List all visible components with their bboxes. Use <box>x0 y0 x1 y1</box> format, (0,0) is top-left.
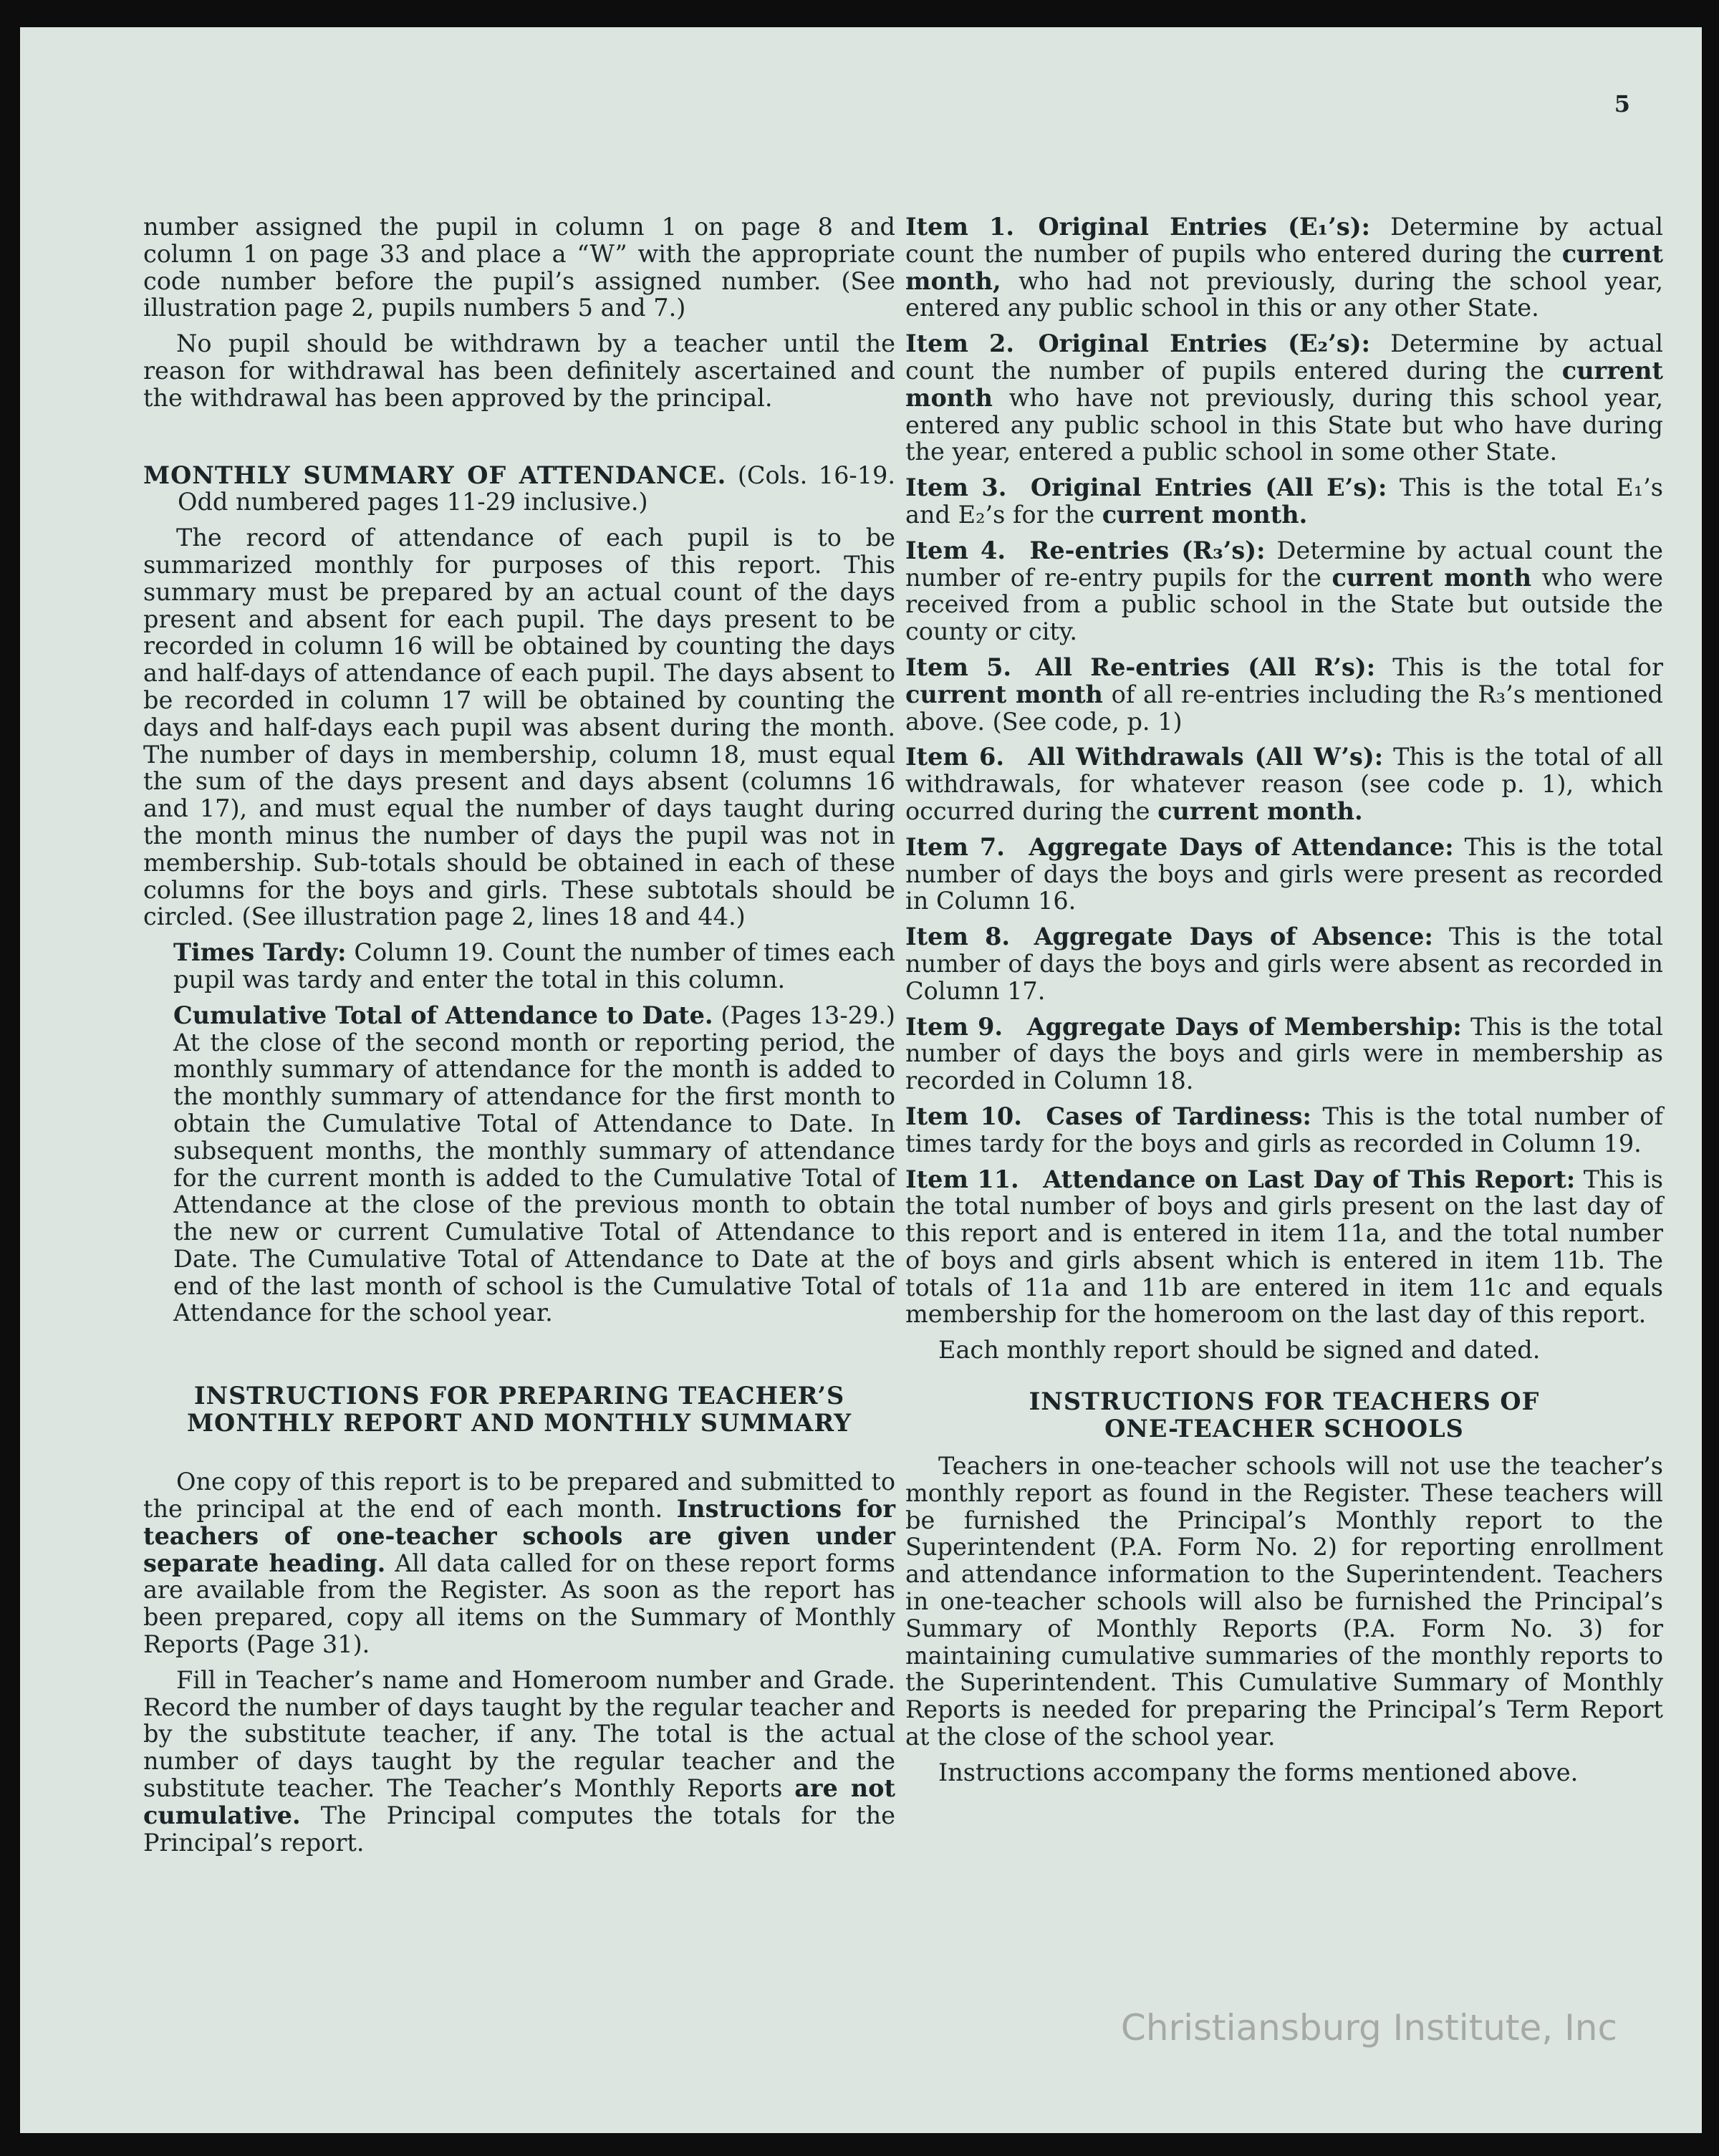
withdrawal-paragraph: number assigned the pupil in column 1 on page 8 and column 1 on page 33 and place a “W” with the appropriate code number before the pupil’s assigned number. (See illustration page 2, pupils numbers 5 and 7.) <box>143 213 895 322</box>
monthly-summary-note: (Cols. 16-19. Odd numbered pages 11-29 inclusive.) <box>178 461 896 516</box>
item-paragraph <box>905 834 1663 915</box>
one-teacher-heading <box>905 1388 1663 1443</box>
item-label: Item 2. <box>905 329 1014 358</box>
item-text: This is the total for <box>1392 653 1663 681</box>
item-title: Original Entries (E₁’s): <box>1038 213 1370 241</box>
item-text-after: who were received from a public school in the State but outside the county or city. <box>905 563 1663 646</box>
item-paragraph <box>905 743 1663 824</box>
item-text-bold: current month, <box>905 239 1663 295</box>
accompany-paragraph: Instructions accompany the forms mentioned above. <box>938 1758 1579 1786</box>
item-label: Item 3. <box>905 473 1007 502</box>
item-label: Item 7. <box>905 832 1005 861</box>
item-text: This is the total number of boys and girls present on the last day of this report and is entered in item 11a, and the total number of boys and girls absent which is entered in item 11b. The totals of 11a and 11b are entered in item 11c and equals membership for the homeroom on the last day of this report. <box>905 1165 1663 1329</box>
item-paragraph <box>905 330 1663 466</box>
item-label: Item 6. <box>905 743 1004 771</box>
item-paragraph <box>905 1103 1663 1158</box>
teacher-name-text-c: The Principal computes the totals for the Principal’s report. <box>143 1801 896 1857</box>
item-title: Re-entries (R₃’s): <box>1029 536 1266 564</box>
item-title: Aggregate Days of Absence: <box>1034 923 1433 951</box>
item-paragraph <box>905 1014 1663 1094</box>
instructions-heading <box>143 1382 895 1437</box>
item-title: All Re-entries (All R’s): <box>1035 653 1376 681</box>
item-text: This is the total E₁’s and E₂’s for the <box>905 473 1663 529</box>
times-tardy-paragraph <box>173 939 895 993</box>
item-text: This is the total number of days the boys and girls were present as recorded in Column 16. <box>905 832 1664 915</box>
watermark: Christiansburg Institute, Inc <box>1120 2007 1617 2049</box>
times-tardy-text: Column 19. Count the number of times each pupil was tardy and enter the total in this column. <box>173 938 896 993</box>
times-tardy-label: Times Tardy: <box>173 938 347 967</box>
cumulative-total-label: Cumulative Total of Attendance to Date. <box>173 1001 713 1029</box>
item-label: Item 8. <box>905 923 1011 951</box>
item-text: Determine by actual count the number of pupils entered during the <box>905 329 1663 385</box>
teacher-name-paragraph <box>143 1667 895 1857</box>
report-copy-paragraph <box>143 1468 895 1658</box>
one-teacher-heading-line-2: ONE-TEACHER SCHOOLS <box>1104 1415 1464 1443</box>
item-text-bold: current month <box>905 356 1663 412</box>
item-text-after: who had not previously, during the school year, entered any public school in this or any other State. <box>905 266 1663 322</box>
item-label: Item 5. <box>905 653 1012 681</box>
item-label: Item 11. <box>905 1165 1019 1193</box>
report-copy-text-a: One copy of this report is to be prepared and submitted to the principal at the end of each month. <box>143 1468 895 1524</box>
item-text: This is the total number of days the boys and girls were absent as recorded in Column 17. <box>905 923 1663 1005</box>
item-text-bold: current month. <box>1102 500 1308 529</box>
monthly-summary-title: MONTHLY SUMMARY OF ATTENDANCE. <box>143 461 727 489</box>
item-text-bold: current month <box>905 680 1103 708</box>
cumulative-total-text: (Pages 13-29.) At the close of the second month or reporting period, the monthly summary of attendance for the month is added to the monthly summary of attendance for the first month to obtain the Cumulative Total of Attendance to Date. In subsequent months, the monthly summary of attendance for the current month is added to the Cumulative Total of Attendance at the close of the previous month to obtain the new or current Cumulative Total of Attendance to Date. The Cumulative Total of Attendance to Date at the end of the last month of school is the Cumulative Total of Attendance for the school year. <box>173 1001 895 1327</box>
monthly-summary-heading <box>143 462 895 516</box>
item-text: Determine by actual count the number of pupils who entered during the <box>905 213 1663 268</box>
teacher-name-text-a: Fill in Teacher’s name and Homeroom number and Grade. Record the number of days taught by the regular teacher and by the substitute teacher, if any. The total is the actual number of days taught by the regular teacher and the substitute teacher. The Teacher’s Monthly Reports <box>143 1665 895 1803</box>
left-column <box>143 213 895 1864</box>
item-paragraph <box>905 923 1663 1004</box>
item-title: All Withdrawals (All W’s): <box>1028 743 1384 771</box>
attendance-record-paragraph: The record of attendance of each pupil is to be summarized monthly for purposes of this report. This summary must be prepared by an actual count of the days present and absent for each pupil. The days present to be recorded in column 16 will be obtained by counting the days and half-days of attendance of each pupil. The days absent to be recorded in column 17 will be obtained by counting the days and half-days each pupil was absent during the month. The number of days in membership, column 18, must equal the sum of the days present and days absent (columns 16 and 17), and must equal the number of days taught during the month minus the number of days the pupil was not in membership. Sub-totals should be obtained in each of these columns for the boys and girls. These subtotals should be circled. (See illustration page 2, lines 18 and 44.) <box>143 524 895 931</box>
signed-dated-paragraph: Each monthly report should be signed and dated. <box>938 1336 1541 1365</box>
one-teacher-heading-line-1: INSTRUCTIONS FOR TEACHERS OF <box>1029 1387 1540 1416</box>
item-text-bold: current month <box>1332 563 1532 592</box>
item-text: Determine by actual count the number of re-entry pupils for the <box>905 536 1663 592</box>
item-paragraph <box>905 213 1663 322</box>
item-title: Original Entries (All E’s): <box>1030 473 1387 502</box>
page-number: 5 <box>1614 90 1630 117</box>
item-title: Aggregate Days of Membership: <box>1026 1012 1462 1041</box>
right-column <box>905 213 1663 1795</box>
item-title: Aggregate Days of Attendance: <box>1029 832 1454 861</box>
item-title: Original Entries (E₂’s): <box>1038 329 1370 358</box>
item-title: Attendance on Last Day of This Report: <box>1043 1165 1576 1193</box>
item-text: This is the total of all withdrawals, for whatever reason (see code p. 1), which occurred during the <box>905 743 1663 825</box>
item-label: Item 4. <box>905 536 1006 564</box>
item-text: This is the total number of times tardy for the boys and girls as recorded in Column 19. <box>905 1102 1664 1158</box>
item-text-after: of all re-entries including the R₃’s mentioned above. (See code, p. 1) <box>905 680 1663 736</box>
instructions-heading-line-1: INSTRUCTIONS FOR PREPARING TEACHER’S <box>193 1382 845 1410</box>
item-label: Item 10. <box>905 1102 1022 1130</box>
withdrawal-approval-paragraph: No pupil should be withdrawn by a teacher until the reason for withdrawal has been definitely ascertained and the withdrawal has been approved by the principal. <box>143 329 895 412</box>
item-paragraph <box>905 474 1663 529</box>
one-teacher-paragraph: Teachers in one-teacher schools will not use the teacher’s monthly report as found in the Register. These teachers will be furnished the Principal’s Monthly report to the Superintendent (P.A. Form No. 2) for reporting enrollment and attendance information to the Superintendent. Teachers in one-teacher schools will also be furnished the Principal’s Summary of Monthly Reports (P.A. Form No. 3) for maintaining cumulative summaries of the monthly reports to the Superintendent. This Cumulative Summary of Monthly Reports is needed for preparing the Principal’s Term Report at the close of the school year. <box>905 1452 1663 1751</box>
item-label: Item 9. <box>905 1012 1003 1041</box>
item-paragraph <box>905 654 1663 735</box>
item-label: Item 1. <box>905 213 1014 241</box>
item-text: This is the total number of days the boys and girls were in membership as recorded in Column 18. <box>905 1012 1664 1095</box>
document-page <box>20 27 1702 2133</box>
report-copy-text-c: All data called for on these report forms are available from the Register. As soon as the report has been prepared, copy all items on the Summary of Monthly Reports (Page 31). <box>143 1549 895 1659</box>
item-paragraph <box>905 1166 1663 1329</box>
instructions-heading-line-2: MONTHLY REPORT AND MONTHLY SUMMARY <box>186 1409 852 1438</box>
item-list <box>905 213 1663 1328</box>
item-title: Cases of Tardiness: <box>1046 1102 1311 1130</box>
item-paragraph <box>905 537 1663 645</box>
teacher-name-text-bold: are not cumulative. <box>143 1774 895 1829</box>
cumulative-total-paragraph <box>173 1002 895 1327</box>
report-copy-text-bold: Instructions for teachers of one-teacher schools are given under separate heading. <box>143 1495 895 1577</box>
item-text-after: who have not previously, during this school year, entered any public school in this State but who have during the year, entered a public school in some other State. <box>905 383 1663 466</box>
item-text-bold: current month. <box>1157 797 1363 825</box>
